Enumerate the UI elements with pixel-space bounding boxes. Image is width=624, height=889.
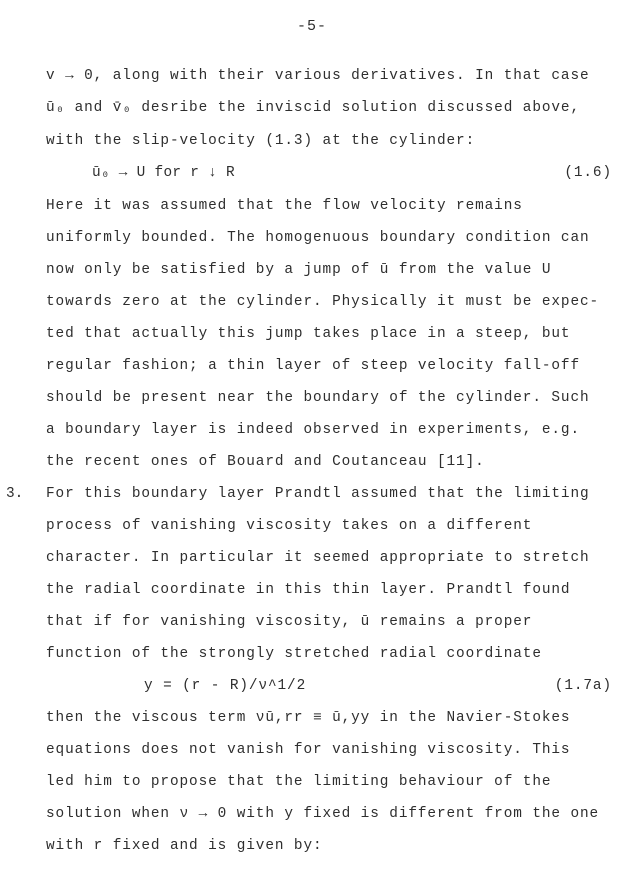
equation-1-7a: y = (r - R)/ν^1/2 [144, 678, 307, 694]
text-line: the recent ones of Bouard and Coutanceau [11]. [46, 454, 485, 470]
text-line: character. In particular it seemed appropriate to stretch [46, 550, 590, 566]
text-line: with the slip-velocity (1.3) at the cylinder: [46, 133, 476, 149]
text-line: v → 0, along with their various derivatives. In that case [46, 68, 590, 84]
text-line: with r fixed and is given by: [46, 838, 323, 854]
text-line: For this boundary layer Prandtl assumed that the limiting [46, 486, 590, 502]
text-line: led him to propose that the limiting behaviour of the [46, 774, 552, 790]
text-line: that if for vanishing viscosity, ū remains a proper [46, 614, 533, 630]
text-line: function of the strongly stretched radial coordinate [46, 646, 542, 662]
equation-label-1-6: (1.6) [564, 165, 612, 181]
text-line: the radial coordinate in this thin layer. Prandtl found [46, 582, 571, 598]
text-line: process of vanishing viscosity takes on a different [46, 518, 533, 534]
text-line: Here it was assumed that the flow velocity remains [46, 198, 523, 214]
text-line: then the viscous term νū,rr ≡ ū,yy in the Navier-Stokes [46, 710, 571, 726]
text-line: towards zero at the cylinder. Physically it must be expec- [46, 294, 600, 310]
item-number: 3. [6, 486, 24, 502]
text-line: uniformly bounded. The homogenuous boundary condition can [46, 230, 590, 246]
text-line: solution when ν → 0 with y fixed is different from the one [46, 806, 600, 822]
text-line: should be present near the boundary of the cylinder. Such [46, 390, 590, 406]
equation-1-6: ū₀ → U for r ↓ R [92, 165, 235, 181]
page-number: -5- [296, 18, 327, 35]
text-line: equations does not vanish for vanishing viscosity. This [46, 742, 571, 758]
text-line: regular fashion; a thin layer of steep velocity fall-off [46, 358, 581, 374]
text-line: ted that actually this jump takes place in a steep, but [46, 326, 571, 342]
text-line: ū₀ and v̄₀ desribe the inviscid solution discussed above, [46, 100, 581, 116]
text-line: now only be satisfied by a jump of ū from the value U [46, 262, 552, 278]
text-line: a boundary layer is indeed observed in experiments, e.g. [46, 422, 581, 438]
equation-label-1-7a: (1.7a) [554, 678, 612, 694]
